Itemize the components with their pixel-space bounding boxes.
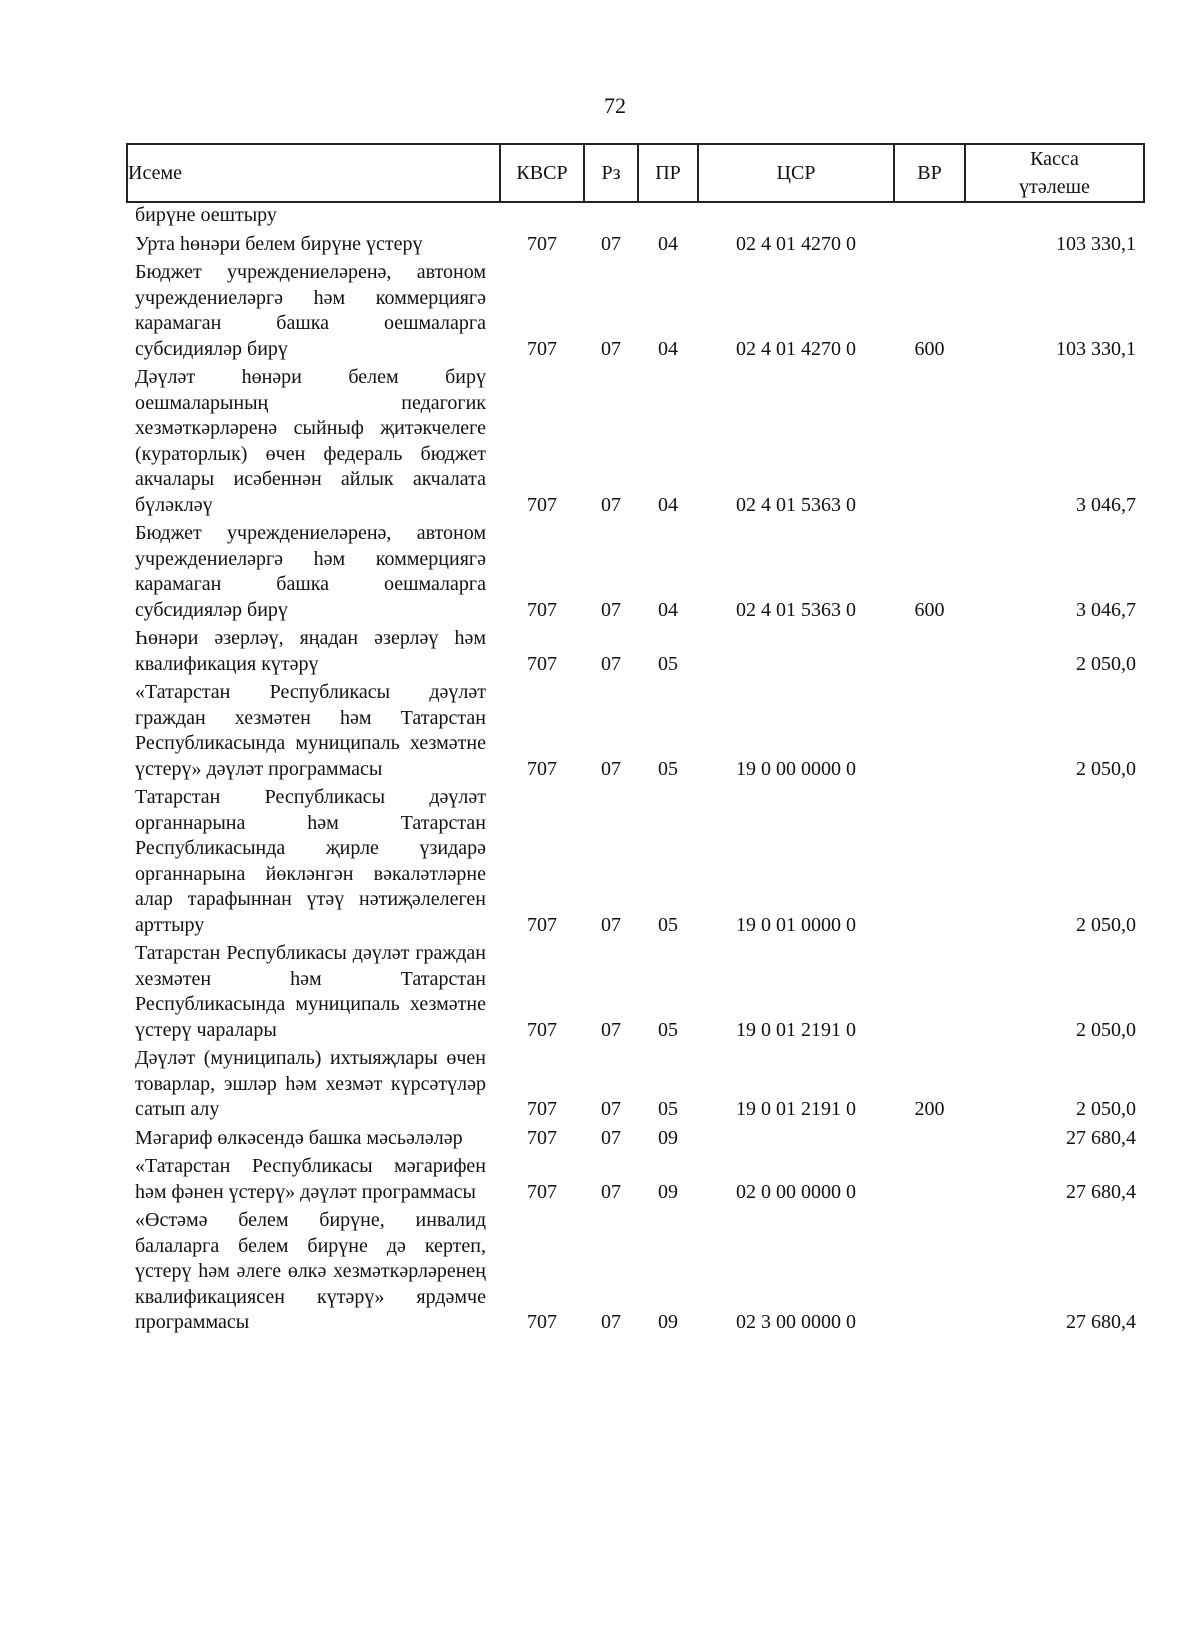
cell-sum: 2 050,0 [1076, 913, 1136, 936]
cell-rz: 07 [601, 913, 621, 936]
cell-csr: 19 0 01 0000 0 [736, 913, 856, 936]
cell-kvsr: 707 [527, 757, 557, 780]
cell-rz: 07 [601, 1018, 621, 1041]
table-row [127, 1205, 1144, 1336]
cell-kvsr: 707 [527, 493, 557, 516]
cell-pr: 05 [658, 1098, 678, 1120]
cell-csr: 02 4 01 4270 0 [736, 232, 856, 255]
cell-vr [894, 229, 965, 258]
cell-vr [894, 362, 965, 518]
cell-vr [894, 938, 965, 1043]
cell-rz: 07 [601, 1126, 621, 1149]
table-row [127, 623, 1144, 677]
cell-kvsr: 707 [527, 232, 557, 255]
cell-vr [894, 1205, 965, 1336]
table-row [127, 518, 1144, 623]
cell-sum: 103 330,1 [1056, 337, 1136, 360]
table-row [127, 229, 1144, 258]
cell-csr: 02 4 01 5363 0 [736, 493, 856, 516]
cell-kvsr: 707 [527, 1311, 557, 1333]
cell-kvsr: 707 [527, 598, 557, 621]
cell-sum: 103 330,1 [1056, 232, 1136, 255]
cell-rz: 07 [601, 757, 621, 780]
cell-sum: 2 050,0 [1076, 652, 1136, 675]
cell-sum: 27 680,4 [1066, 1180, 1136, 1203]
cell-pr: 04 [658, 493, 678, 516]
table-row [127, 938, 1144, 1043]
table-body [127, 202, 1144, 1336]
cell-sum: 27 680,4 [1066, 1311, 1136, 1333]
table-row-continuation [127, 202, 1144, 229]
table-row [127, 1123, 1144, 1152]
header-name: Исеме [127, 144, 500, 202]
cell-kvsr: 707 [527, 652, 557, 675]
cell-name: «Татарстан Республикасы мәгарифен һәм фәнен үстерү» дәүләт программасы [135, 1155, 486, 1203]
cell-pr: 09 [658, 1126, 678, 1149]
table-header-row [127, 144, 1144, 202]
cell-pr: 05 [658, 1018, 678, 1041]
table-row [127, 257, 1144, 362]
cell-rz: 07 [601, 652, 621, 675]
cell-csr: 02 4 01 5363 0 [736, 598, 856, 621]
cell-pr: 05 [658, 913, 678, 936]
page-number: 72 [604, 93, 626, 118]
cell-csr: 02 0 00 0000 0 [736, 1180, 856, 1203]
cell-name: Татарстан Республикасы дәүләт граждан хезмәтен һәм Татарстан Республикасында муниципаль хезмәтне үстерү чаралары [135, 942, 486, 1041]
cell-sum: 2 050,0 [1076, 1098, 1136, 1120]
cell-vr: 600 [914, 598, 945, 621]
cell-sum: 2 050,0 [1076, 757, 1136, 780]
cell-sum: 3 046,7 [1076, 493, 1136, 516]
cell-vr [894, 1123, 965, 1152]
cell-name: «Өстәмә белем бирүне, инвалид балаларга белем бирүне дә кертеп, үстерү һәм әлеге өлкә хезмәткәрләренең квалификациясен күтәрү» ярдәмче программасы [135, 1209, 486, 1333]
budget-table [126, 143, 1145, 1336]
cell-pr: 04 [658, 598, 678, 621]
cell-name: Дәүләт (муниципаль) ихтыяҗлары өчен товарлар, эшләр һәм хезмәт күрсәтүләр сатып алу [135, 1047, 486, 1120]
cell-rz: 07 [601, 337, 621, 360]
cell-pr: 04 [658, 337, 678, 360]
cell-kvsr: 707 [527, 913, 557, 936]
continuation-text: бирүне оештыру [135, 204, 277, 226]
cell-rz: 07 [601, 493, 621, 516]
cell-name: Урта һөнәри белем бирүне үстерү [135, 232, 423, 255]
cell-rz: 07 [601, 232, 621, 255]
header-sum: Касса үтәлеше [965, 144, 1144, 202]
cell-csr [698, 623, 894, 677]
cell-name: Бюджет учреждениеләренә, автоном учреждениеләргә һәм коммерциягә карамаган башка оешмаларга субсидияләр бирү [135, 522, 486, 621]
cell-sum: 3 046,7 [1076, 598, 1136, 621]
table-row [127, 1151, 1144, 1205]
cell-kvsr: 707 [527, 1098, 557, 1120]
header-csr: ЦСР [698, 144, 894, 202]
table-row [127, 362, 1144, 518]
cell-rz: 07 [601, 1098, 621, 1120]
header-vr: ВР [894, 144, 965, 202]
cell-sum: 27 680,4 [1066, 1126, 1136, 1149]
cell-vr [894, 677, 965, 782]
cell-name: Татарстан Республикасы дәүләт органнарына һәм Татарстан Республикасында җирле үзидарә органнарына йөкләнгән вәкаләтләрне алар тарафыннан үтәү нәтиҗәлелеген арттыру [135, 786, 486, 936]
cell-pr: 09 [658, 1180, 678, 1203]
cell-vr [894, 1151, 965, 1205]
table-row [127, 782, 1144, 938]
cell-pr: 05 [658, 652, 678, 675]
cell-csr: 19 0 00 0000 0 [736, 757, 856, 780]
cell-sum: 2 050,0 [1076, 1018, 1136, 1041]
cell-rz: 07 [601, 1180, 621, 1203]
cell-rz: 07 [601, 1311, 621, 1333]
cell-vr [894, 623, 965, 677]
cell-pr: 05 [658, 757, 678, 780]
cell-name: Һөнәри әзерләү, яңадан әзерләү һәм квалификация күтәрү [135, 627, 486, 675]
cell-vr: 200 [914, 1098, 945, 1120]
cell-pr: 09 [658, 1311, 678, 1333]
cell-name: Дәүләт һөнәри белем бирү оешмаларының педагогик хезмәткәрләренә сыйныф җитәкчелеге (кураторлык) өчен федераль бюджет акчалары исәбеннән айлык акчалата бүләкләү [135, 366, 486, 516]
cell-csr [698, 1123, 894, 1152]
cell-pr: 04 [658, 232, 678, 255]
table-row [127, 677, 1144, 782]
cell-vr [894, 782, 965, 938]
cell-csr: 19 0 01 2191 0 [736, 1018, 856, 1041]
cell-name: «Татарстан Республикасы дәүләт граждан хезмәтен һәм Татарстан Республикасында муниципаль хезмәтне үстерү» дәүләт программасы [135, 681, 486, 780]
cell-vr: 600 [914, 337, 945, 360]
cell-csr: 02 4 01 4270 0 [736, 337, 856, 360]
header-kvsr: КВСР [500, 144, 584, 202]
cell-kvsr: 707 [527, 337, 557, 360]
header-rz: Рз [584, 144, 638, 202]
header-pr: ПР [638, 144, 698, 202]
cell-rz: 07 [601, 598, 621, 621]
cell-kvsr: 707 [527, 1018, 557, 1041]
table-row [127, 1043, 1144, 1123]
cell-kvsr: 707 [527, 1180, 557, 1203]
cell-name: Мәгариф өлкәсендә башка мәсьәләләр [135, 1126, 463, 1149]
cell-kvsr: 707 [527, 1126, 557, 1149]
cell-csr: 19 0 01 2191 0 [736, 1098, 856, 1120]
cell-name: Бюджет учреждениеләренә, автоном учреждениеләргә һәм коммерциягә карамаган башка оешмаларга субсидияләр бирү [135, 261, 486, 360]
cell-csr: 02 3 00 0000 0 [736, 1311, 856, 1333]
